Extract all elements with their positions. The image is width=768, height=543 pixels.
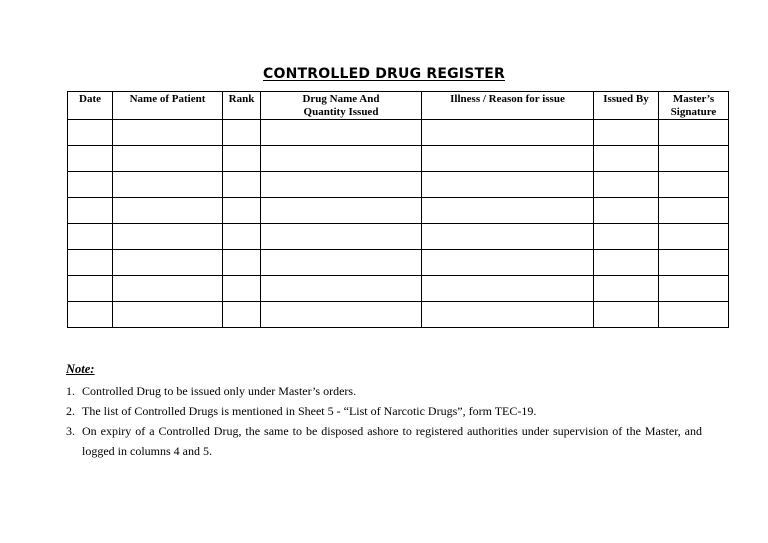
table-cell xyxy=(113,276,223,302)
note-number: 3. xyxy=(66,424,75,438)
register-title: CONTROLLED DRUG REGISTER xyxy=(263,66,505,82)
table-cell xyxy=(594,224,659,250)
table-cell xyxy=(113,198,223,224)
table-row xyxy=(68,120,729,146)
table-cell xyxy=(422,302,594,328)
column-header-masters-signature xyxy=(659,92,729,120)
table-cell xyxy=(594,198,659,224)
table-cell xyxy=(261,224,422,250)
table-cell xyxy=(659,146,729,172)
controlled-drug-register-table xyxy=(67,91,729,328)
table-row xyxy=(68,250,729,276)
note-number: 2. xyxy=(66,404,75,418)
table-cell xyxy=(113,224,223,250)
table-cell xyxy=(68,224,113,250)
column-header-masters-signature-text: Master’s Signature xyxy=(670,93,717,118)
table-cell xyxy=(261,146,422,172)
table-cell xyxy=(68,250,113,276)
table-cell xyxy=(113,172,223,198)
table-cell xyxy=(261,302,422,328)
column-header-drug-name-quantity xyxy=(261,92,422,120)
table-cell xyxy=(261,250,422,276)
table-cell xyxy=(223,276,261,302)
table-cell xyxy=(659,120,729,146)
note-item xyxy=(66,401,702,421)
note-heading: Note: xyxy=(66,362,95,376)
table-cell xyxy=(659,198,729,224)
table-header-row xyxy=(68,92,729,120)
table-cell xyxy=(594,120,659,146)
note-item xyxy=(66,421,702,461)
column-header-name-of-patient: Name of Patient xyxy=(113,92,223,120)
note-text: The list of Controlled Drugs is mentioned in Sheet 5 - “List of Narcotic Drugs”, form TEC-19. xyxy=(82,404,537,418)
table-row xyxy=(68,276,729,302)
table-cell xyxy=(223,198,261,224)
table-row xyxy=(68,146,729,172)
table-cell xyxy=(594,146,659,172)
table-cell xyxy=(223,302,261,328)
table-cell xyxy=(68,302,113,328)
note-number: 1. xyxy=(66,384,75,398)
notes-list xyxy=(66,381,702,461)
table-cell xyxy=(659,302,729,328)
table-cell xyxy=(68,146,113,172)
table-cell xyxy=(68,276,113,302)
table-cell xyxy=(594,302,659,328)
table-cell xyxy=(261,276,422,302)
table-cell xyxy=(422,198,594,224)
table-cell xyxy=(261,172,422,198)
table-cell xyxy=(422,146,594,172)
table-cell xyxy=(261,198,422,224)
table-cell xyxy=(261,120,422,146)
table-cell xyxy=(659,224,729,250)
note-text: On expiry of a Controlled Drug, the same to be disposed ashore to registered authorities under supervision of the Master, and logged in columns 4 and 5. xyxy=(82,424,702,458)
table-cell xyxy=(113,302,223,328)
column-header-date: Date xyxy=(68,92,113,120)
table-cell xyxy=(223,250,261,276)
table-cell xyxy=(659,250,729,276)
table-row xyxy=(68,302,729,328)
table-cell xyxy=(659,276,729,302)
table-cell xyxy=(223,146,261,172)
table-cell xyxy=(113,120,223,146)
table-body xyxy=(68,120,729,328)
table-cell xyxy=(68,198,113,224)
note-item xyxy=(66,381,702,401)
table-cell xyxy=(113,250,223,276)
table-cell xyxy=(422,172,594,198)
column-header-issued-by: Issued By xyxy=(594,92,659,120)
table-cell xyxy=(68,172,113,198)
column-header-rank: Rank xyxy=(223,92,261,120)
table-cell xyxy=(422,120,594,146)
table-row xyxy=(68,198,729,224)
table-cell xyxy=(594,172,659,198)
column-header-drug-name-quantity-text: Drug Name And Quantity Issued xyxy=(302,93,380,118)
table-cell xyxy=(422,250,594,276)
table-cell xyxy=(422,276,594,302)
page-title xyxy=(0,65,768,83)
note-text: Controlled Drug to be issued only under Master’s orders. xyxy=(82,384,357,398)
table-cell xyxy=(68,120,113,146)
table-cell xyxy=(659,172,729,198)
table-cell xyxy=(113,146,223,172)
table-row xyxy=(68,172,729,198)
table-cell xyxy=(223,172,261,198)
table-cell xyxy=(594,276,659,302)
table-cell xyxy=(223,224,261,250)
column-header-illness-reason: Illness / Reason for issue xyxy=(422,92,594,120)
table-row xyxy=(68,224,729,250)
table-cell xyxy=(594,250,659,276)
table-cell xyxy=(422,224,594,250)
table-cell xyxy=(223,120,261,146)
